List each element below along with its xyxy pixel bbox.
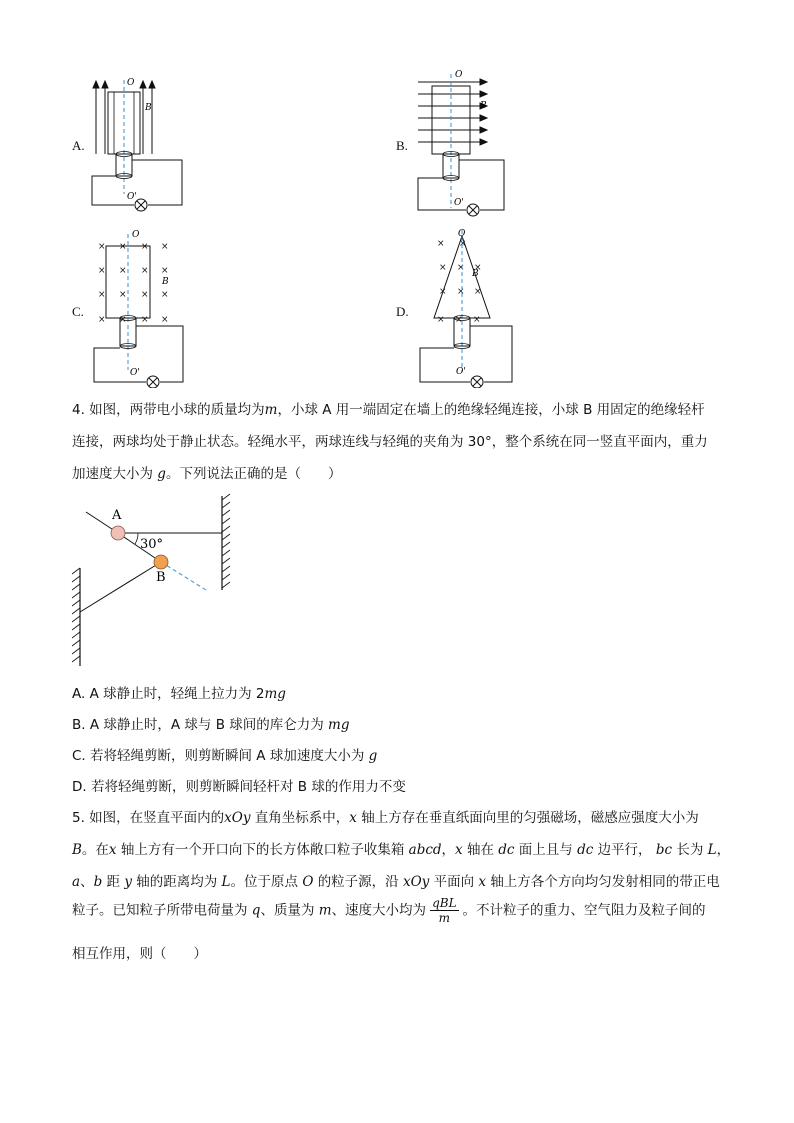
q5-l2e: 面上且与: [518, 842, 573, 858]
svg-text:×: ×: [439, 263, 447, 273]
q5-speed-fraction: [430, 896, 458, 925]
q5-l2c: ，: [441, 842, 456, 858]
svg-text:×: ×: [457, 287, 465, 297]
q5-q: q: [251, 902, 261, 919]
q4-stem-line3a: 加速度大小为: [72, 466, 153, 482]
q5-l2h: ，: [716, 842, 731, 858]
q4-stem-line2: [72, 430, 708, 450]
svg-text:×: ×: [161, 315, 169, 325]
svg-text:×: ×: [98, 290, 106, 300]
svg-text:×: ×: [474, 263, 482, 273]
option-d-b-label: B: [472, 269, 479, 279]
q4-option-b-var: mg: [328, 717, 350, 733]
q5-l2a: 。在: [81, 842, 109, 858]
q5-frac-num: qBL: [432, 896, 457, 910]
option-a-b-label: B: [145, 103, 152, 113]
q4-option-a-var: mg: [264, 686, 286, 702]
q5-l3c: 轴的距离均为: [136, 874, 218, 890]
q5-l2b: 轴上方有一个开口向下的长方体敞口粒子收集箱: [120, 842, 405, 858]
q5-x2: x: [108, 842, 117, 858]
svg-text:×: ×: [459, 239, 467, 249]
svg-text:×: ×: [455, 315, 463, 325]
q4-angle-label: 30°: [140, 537, 164, 552]
q4-label-b: B: [156, 570, 166, 585]
q5-l1a: 5. 如图，在竖直平面内的: [72, 810, 225, 826]
svg-text:×: ×: [474, 287, 482, 297]
svg-text:×: ×: [98, 315, 106, 325]
option-c-o-label: O: [132, 230, 140, 240]
svg-text:×: ×: [141, 290, 149, 300]
svg-text:×: ×: [141, 315, 149, 325]
q5-y: y: [124, 874, 132, 890]
q4-option-d: [72, 775, 406, 795]
q5-L: L: [707, 842, 717, 858]
q4-var-g: g: [157, 466, 166, 482]
svg-text:×: ×: [437, 315, 445, 325]
q5-L2: L: [221, 874, 231, 890]
option-c-figure: [90, 228, 195, 388]
q5-frac-den: m: [438, 911, 450, 925]
q5-l4b: 、质量为: [260, 902, 315, 919]
q5-B: B: [72, 842, 82, 858]
q5-l3b: 距: [106, 874, 121, 890]
option-b-o2-label: O': [454, 198, 464, 208]
option-c-b-label: B: [162, 277, 169, 287]
q5-bc: bc: [655, 842, 673, 858]
option-b-o-label: O: [455, 70, 463, 80]
option-a-o2-label: O': [127, 192, 137, 202]
q4-option-a: [72, 682, 286, 702]
svg-text:×: ×: [98, 266, 106, 276]
q4-option-b: [72, 713, 350, 733]
option-b-figure: [414, 68, 524, 218]
q5-l2f: 边平行，: [597, 842, 652, 858]
option-c-o2-label: O': [130, 368, 140, 378]
q5-x4: x: [478, 874, 487, 890]
option-b-letter: B.: [396, 138, 408, 153]
svg-text:×: ×: [141, 266, 149, 276]
q4-stem-line1: [72, 398, 705, 418]
q4-option-d-text: D. 若将轻绳剪断，则剪断瞬间轻杆对 B 球的作用力不变: [72, 779, 406, 795]
q5-l4d: 。不计粒子的重力、空气阻力及粒子间的: [462, 902, 706, 919]
option-d-o2-label: O': [456, 367, 466, 377]
q5-l4a: 粒子。已知粒子所带电荷量为: [72, 902, 248, 919]
q5-l5: 相互作用，则（ ）: [72, 946, 207, 962]
q5-O: O: [302, 874, 314, 890]
q4-figure: [68, 492, 248, 670]
svg-text:×: ×: [161, 266, 169, 276]
q5-l2d: 轴在: [466, 842, 494, 858]
svg-text:×: ×: [473, 315, 481, 325]
option-d-figure: [416, 228, 521, 388]
svg-text:×: ×: [141, 242, 149, 252]
q5-l3d: 。位于原点: [230, 874, 299, 890]
svg-text:×: ×: [437, 239, 445, 249]
svg-text:×: ×: [119, 315, 127, 325]
q5-l3f: 平面向: [433, 874, 475, 890]
q4-stem-line3b: 。下列说法正确的是（ ）: [165, 466, 342, 482]
q5-l3a: 、: [80, 874, 94, 890]
q4-option-c-var: g: [368, 748, 378, 764]
q5-abcd: abcd: [408, 842, 442, 858]
q5-dc2: dc: [577, 842, 594, 858]
q4-option-b-text: B. A 球静止时，A 球与 B 球间的库仑力为: [72, 717, 324, 733]
option-b-b-label: B: [480, 101, 487, 111]
q5-line1: [72, 806, 699, 826]
q5-line4: [72, 896, 706, 925]
svg-text:×: ×: [457, 263, 465, 273]
option-a-o-label: O: [127, 78, 135, 88]
q5-x: x: [349, 810, 357, 826]
q5-l2g: 长为: [676, 842, 704, 858]
q5-xoy: xOy: [224, 810, 251, 826]
q5-l1c: 轴上方存在垂直纸面向里的匀强磁场，磁感应强度大小为: [361, 810, 699, 826]
q5-l3g: 轴上方各个方向均匀发射相同的带正电: [490, 874, 720, 890]
q5-a: a: [72, 874, 81, 890]
q4-option-c: [72, 744, 377, 764]
q5-m: m: [318, 902, 332, 919]
q4-stem-part1: 4. 如图，两带电小球的质量均为: [72, 402, 265, 418]
q5-line2: [72, 838, 730, 858]
q4-label-a: A: [112, 508, 122, 523]
option-c-letter: C.: [72, 304, 84, 319]
q4-stem-line3: [72, 462, 341, 482]
q5-b: b: [93, 874, 103, 890]
q5-line3: [72, 870, 720, 890]
q5-line5: [72, 942, 207, 962]
q4-option-a-text: A. A 球静止时，轻绳上拉力为 2: [72, 686, 265, 702]
svg-text:×: ×: [98, 242, 106, 252]
svg-text:×: ×: [119, 266, 127, 276]
svg-text:×: ×: [119, 290, 127, 300]
svg-text:×: ×: [119, 242, 127, 252]
q5-l1b: 直角坐标系中，: [254, 810, 350, 826]
svg-text:×: ×: [439, 287, 447, 297]
svg-text:×: ×: [161, 290, 169, 300]
q4-stem-line2-text: 连接，两球均处于静止状态。轻绳水平，两球连线与轻绳的夹角为 30°，整个系统在同一竖直平面内，重力: [72, 434, 708, 450]
option-a-letter: A.: [72, 138, 85, 153]
q5-l4c: 、速度大小均为: [331, 902, 427, 919]
q5-dc: dc: [498, 842, 515, 858]
q5-l3e: 的粒子源，沿: [317, 874, 399, 890]
q4-option-c-text: C. 若将轻绳剪断，则剪断瞬间 A 球加速度大小为: [72, 748, 365, 764]
option-d-letter: D.: [396, 304, 409, 319]
option-d-o-label: O: [458, 229, 466, 239]
q4-stem-part2: ，小球 A 用一端固定在墙上的绝缘轻绳连接，小球 B 用固定的绝缘轻杆: [277, 402, 705, 418]
q5-x3: x: [455, 842, 463, 858]
option-a-figure: [86, 72, 196, 212]
q5-xoy2: xOy: [402, 874, 430, 890]
svg-text:×: ×: [161, 242, 169, 252]
q4-var-m: m: [264, 402, 278, 418]
